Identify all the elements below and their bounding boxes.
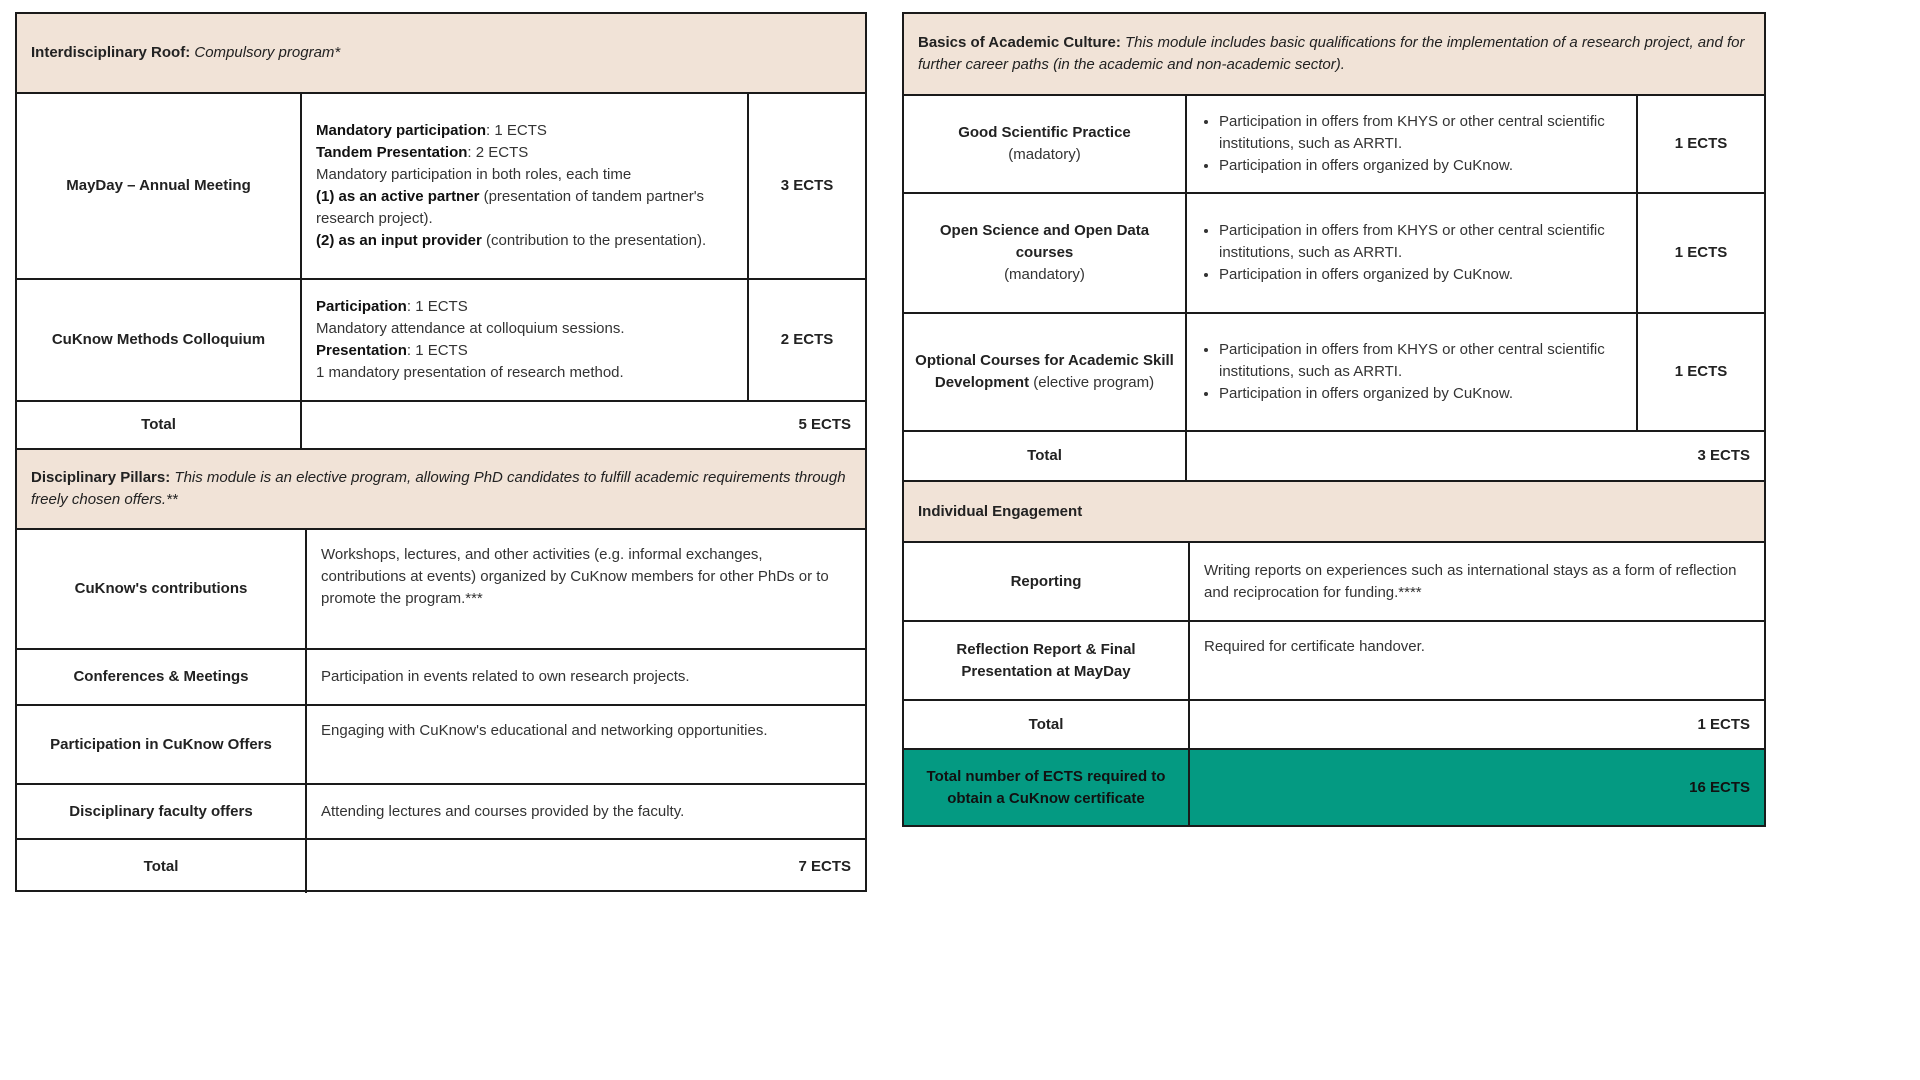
- roof-header: [17, 14, 865, 94]
- table-row: [904, 314, 1764, 432]
- row-description: [1185, 194, 1636, 312]
- bullet-item: • Participation in offers organized by CuKnow.: [1219, 383, 1622, 405]
- row-description: Required for certificate handover.: [1188, 622, 1764, 699]
- bullet-item: • Participation in offers from KHYS or other central scientific institutions, such as ARRTI.: [1219, 339, 1622, 383]
- row-name: Participation in CuKnow Offers: [50, 735, 272, 753]
- row-ects: 2 ECTS: [747, 280, 865, 400]
- total-value: 5 ECTS: [300, 402, 865, 448]
- total-label: Total: [141, 416, 176, 433]
- table-row: [904, 543, 1764, 622]
- basics-header: [904, 14, 1764, 96]
- bullet-item: • Participation in offers from KHYS or other central scientific institutions, such as ARRTI.: [1219, 111, 1622, 155]
- table-row: [17, 280, 865, 402]
- row-ects: 1 ECTS: [1636, 194, 1764, 312]
- line-text: : 1 ECTS: [486, 122, 547, 139]
- table-row: [904, 194, 1764, 314]
- row-ects: 1 ECTS: [1636, 314, 1764, 430]
- pillars-header: [17, 450, 865, 530]
- line-text: Mandatory attendance at colloquium sessions.: [316, 320, 625, 337]
- total-value: 7 ECTS: [305, 840, 865, 893]
- basics-subtitle: This module includes basic qualifications for the implementation of a research project, and for further career paths (in the academic and non-academic sector).: [918, 34, 1745, 73]
- row-description: [300, 280, 747, 400]
- bullet-list: [1201, 111, 1622, 177]
- row-description: Attending lectures and courses provided by the faculty.: [305, 785, 865, 838]
- bullet-item: • Participation in offers organized by CuKnow.: [1219, 155, 1622, 177]
- row-title: Good Scientific Practice: [958, 124, 1131, 141]
- row-title: Optional Courses for Academic Skill Development: [915, 352, 1174, 391]
- line-bold: Presentation: [316, 342, 407, 359]
- line-text: 1 mandatory presentation of research method.: [316, 364, 624, 381]
- bullet-list: [1201, 220, 1622, 286]
- total-label: Total: [1028, 715, 1064, 733]
- row-name: Reflection Report & Final Presentation at MayDay: [956, 640, 1136, 680]
- row-ects: 3 ECTS: [747, 94, 865, 278]
- row-title: Open Science and Open Data courses: [939, 222, 1150, 261]
- row-name: [904, 96, 1185, 192]
- row-description: Participation in events related to own research projects.: [305, 650, 865, 704]
- grand-total-label: Total number of ECTS required to obtain a CuKnow certificate: [926, 767, 1166, 807]
- roof-title: Interdisciplinary Roof:: [31, 44, 191, 61]
- table-row: [904, 622, 1764, 701]
- grand-total-row: [904, 750, 1764, 825]
- row-name: CuKnow's contributions: [74, 580, 248, 597]
- total-row: [17, 402, 865, 450]
- row-ects: 1 ECTS: [1636, 96, 1764, 192]
- row-description: Writing reports on experiences such as international stays as a form of reflection and reciprocation for funding.****: [1188, 543, 1764, 620]
- total-value: 1 ECTS: [1188, 701, 1764, 748]
- row-note: (madatory): [1008, 146, 1081, 163]
- row-name: [904, 194, 1185, 312]
- line-bold: Mandatory participation: [316, 122, 487, 139]
- line-text: : 1 ECTS: [406, 298, 468, 315]
- row-description: Engaging with CuKnow's educational and networking opportunities.: [305, 706, 865, 783]
- row-description: [1185, 96, 1636, 192]
- row-description: Workshops, lectures, and other activities (e.g. informal exchanges, contributions at events) organized by CuKnow members for other PhDs or to promote the program.***: [305, 530, 865, 648]
- academic-culture-table: [902, 12, 1766, 827]
- line-bold: Tandem Presentation: [316, 144, 468, 161]
- line-text: Mandatory participation in both roles, each time: [316, 166, 632, 183]
- total-label: Total: [1027, 447, 1062, 464]
- row-description: [300, 94, 747, 278]
- line-text: : 2 ECTS: [467, 144, 529, 161]
- table-row: [904, 96, 1764, 194]
- row-name: Reporting: [1010, 572, 1082, 590]
- engagement-title: Individual Engagement: [918, 502, 1083, 520]
- grand-total-value: 16 ECTS: [1188, 750, 1764, 825]
- row-note: (mandatory): [1004, 266, 1085, 283]
- bullet-list: [1201, 339, 1622, 405]
- bullet-item: • Participation in offers from KHYS or other central scientific institutions, such as ARRTI.: [1219, 220, 1622, 264]
- basics-title: Basics of Academic Culture:: [918, 34, 1121, 51]
- roof-subtitle: Compulsory program*: [194, 44, 341, 61]
- pillars-subtitle: This module is an elective program, allowing PhD candidates to fulfill academic requirements through freely chosen offers.**: [31, 469, 846, 508]
- line-text: (presentation of tandem partner's research project).: [316, 188, 705, 227]
- line-text: (contribution to the presentation).: [481, 232, 707, 249]
- table-row: [17, 785, 865, 840]
- row-name: Disciplinary faculty offers: [69, 802, 253, 820]
- total-value: 3 ECTS: [1185, 432, 1764, 480]
- row-name: Conferences & Meetings: [73, 668, 249, 685]
- row-description: [1185, 314, 1636, 430]
- total-row: [17, 840, 865, 893]
- line-bold: Participation: [316, 298, 407, 315]
- total-row: [904, 701, 1764, 750]
- row-name: MayDay – Annual Meeting: [66, 177, 251, 194]
- bullet-item: • Participation in offers organized by CuKnow.: [1219, 264, 1622, 286]
- table-row: [17, 650, 865, 706]
- total-row: [904, 432, 1764, 482]
- table-row: [17, 706, 865, 785]
- total-label: Total: [143, 857, 179, 875]
- row-name: [904, 314, 1185, 430]
- line-bold: (1) as an active partner: [316, 188, 480, 205]
- row-name: CuKnow Methods Colloquium: [51, 331, 266, 348]
- row-note: (elective program): [1033, 374, 1155, 391]
- table-row: [17, 530, 865, 650]
- table-row: [17, 94, 865, 280]
- line-text: : 1 ECTS: [406, 342, 468, 359]
- pillars-title: Disciplinary Pillars:: [31, 469, 171, 486]
- engagement-header: [904, 482, 1764, 543]
- interdisciplinary-table: [15, 12, 867, 892]
- line-bold: (2) as an input provider: [316, 232, 482, 249]
